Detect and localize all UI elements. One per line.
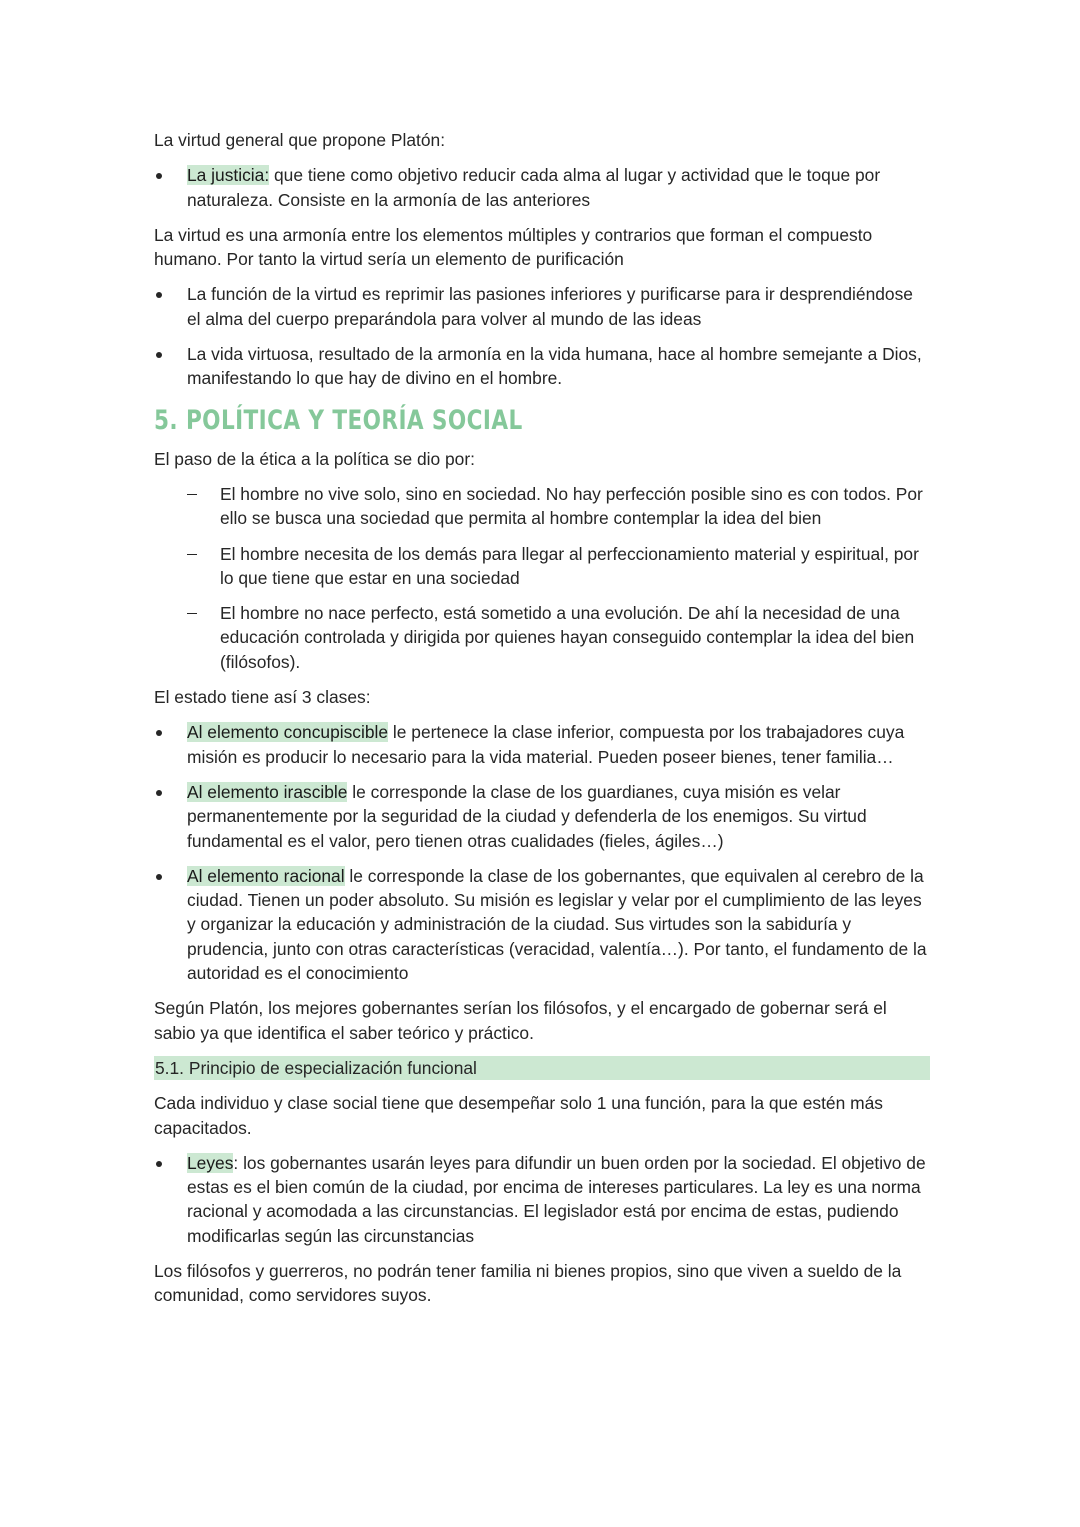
politics-reason-item: El hombre necesita de los demás para llegar al perfeccionamiento material y espiritual, por lo que tiene que estar en una sociedad — [154, 542, 930, 591]
intro-text: La virtud general que propone Platón: — [154, 130, 446, 150]
classes-list — [154, 720, 930, 985]
virtue-paragraph: La virtud es una armonía entre los elementos múltiples y contrarios que forman el compuesto humano. Por tanto la virtud sería un elemento de purificación — [154, 224, 873, 270]
justice-list — [154, 163, 930, 212]
virtue-item: La función de la virtud es reprimir las pasiones inferiores y purificarse para ir desprendiéndose el alma del cuerpo preparándola para volver al mundo de las ideas — [154, 282, 930, 331]
laws-text: : los gobernantes usarán leyes para difundir un buen orden por la sociedad. El objetivo de estas es el bien común de la ciudad, por encima de intereses particulares. La ley es una norma racional y acomodada a las circunstancias. El legislador está por encima de estas, pudiendo modificarlas según las circunstancias — [187, 1152, 926, 1246]
class-term: Al elemento racional — [187, 865, 345, 886]
laws-list — [154, 1151, 930, 1248]
document-page — [154, 128, 930, 1319]
class-item — [154, 780, 930, 853]
class-text: le corresponde la clase de los gobernantes, que equivalen al cerebro de la ciudad. Tienen un poder absoluto. Su misión es legislar y velar por el cumplimiento de las leyes y organizar la educación y administración de la ciudad. Sus virtudes son la sabiduría y prudencia, junto con otras características (veracidad, valentía…). Por tanto, el fundamento de la autoridad es el conocimiento — [187, 865, 927, 984]
justice-term: La justicia: — [187, 165, 270, 186]
specialization-paragraph: Cada individuo y clase social tiene que desempeñar solo 1 una función, para la que estén más capacitados. — [154, 1093, 883, 1138]
class-text: le corresponde la clase de los guardianes, cuya misión es velar permanentemente por la seguridad de la ciudad y defenderla de los enemigos. Su virtud fundamental es el valor, pero tienen otras cualidades (fieles, ágiles…) — [187, 781, 867, 851]
section-heading: 5. POLÍTICA Y TEORÍA SOCIAL — [154, 404, 523, 436]
politics-reasons-list — [154, 482, 930, 674]
laws-item — [154, 1151, 930, 1248]
politics-reason-item: El hombre no vive solo, sino en sociedad. No hay perfección posible sino es con todos. Por ello se busca una sociedad que permita al hombre contemplar la idea del bien — [154, 482, 930, 531]
class-text: le pertenece la clase inferior, compuesta por los trabajadores cuya misión es producir lo necesario para la vida material. Pueden poseer bienes, tener familia… — [187, 722, 905, 767]
laws-term: Leyes — [187, 1152, 234, 1173]
final-paragraph: Los filósofos y guerreros, no podrán tener familia ni bienes propios, sino que viven a sueldo de la comunidad, como servidores suyos. — [154, 1260, 902, 1306]
classes-intro: El estado tiene así 3 clases: — [154, 687, 371, 708]
class-item — [154, 864, 930, 985]
class-item — [154, 720, 930, 769]
justice-item — [154, 163, 930, 212]
politics-reason-item: El hombre no nace perfecto, está sometido a una evolución. De ahí la necesidad de una educación controlada y dirigida por quienes hayan conseguido contemplar la idea del bien (filósofos). — [154, 601, 930, 674]
philosophers-paragraph: Según Platón, los mejores gobernantes serían los filósofos, y el encargado de gobernar será el sabio ya que identifica el saber teórico y práctico. — [154, 998, 887, 1043]
justice-text: que tiene como objetivo reducir cada alma al lugar y actividad que le toque por naturaleza. Consiste en la armonía de las anteriores — [187, 165, 881, 210]
class-term: Al elemento irascible — [187, 781, 348, 802]
virtue-list — [154, 282, 930, 390]
politics-intro: El paso de la ética a la política se dio por: — [154, 448, 475, 469]
subsection-heading: 5.1. Principio de especialización funcional — [154, 1056, 930, 1080]
class-term: Al elemento concupiscible — [187, 722, 389, 743]
virtue-item: La vida virtuosa, resultado de la armonía en la vida humana, hace al hombre semejante a Dios, manifestando lo que hay de divino en el hombre. — [154, 342, 930, 391]
